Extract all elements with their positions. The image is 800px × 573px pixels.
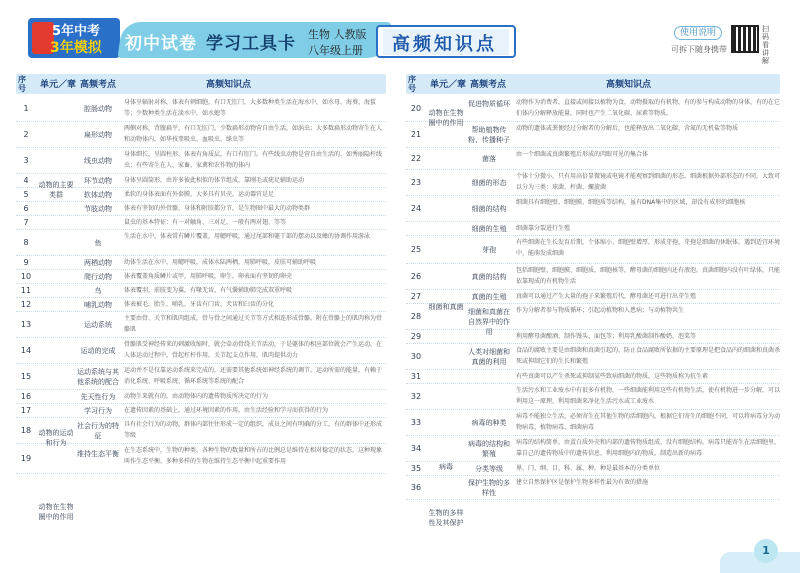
row-knowledge: 身体呈辐射对称，体表有刺细胞，有口无肛门，大多数种类生活在海水中，如水母、海葵、海蜇等；少数种类生活在淡水中，如水螅等 (124, 99, 377, 117)
row-point: 分类等级 (475, 465, 503, 473)
row-number: 6 (23, 204, 29, 213)
row-knowledge: 动物作为消费者，直接或间接以植物为食，动物摄取的有机物，有的参与构成动物的身体，有的在它们体内分解释放能量，同时也产生二氧化碳、尿素等物质。 (516, 99, 780, 117)
row-number: 19 (20, 454, 32, 463)
table-row (16, 202, 386, 216)
table-row (16, 312, 386, 338)
title-card: 学习工具卡 (206, 34, 296, 54)
table-row (406, 264, 780, 290)
row-number: 12 (20, 300, 32, 309)
row-number: 31 (410, 372, 422, 381)
qr-note: 扫码看讲解 (762, 25, 769, 65)
headline-text: 高频知识点 (392, 34, 497, 55)
row-number: 17 (20, 406, 32, 415)
right-header (406, 74, 780, 92)
table-row (16, 148, 386, 174)
row-knowledge: 柔软的身体表面有外套膜，大多具有贝壳，运动器官是足 (124, 191, 275, 198)
brand-logo (28, 18, 120, 58)
row-knowledge: 鼠虫的基本特征：有一对触角、三对足，一般有两对翅，等等 (124, 219, 287, 226)
row-number: 28 (410, 312, 422, 321)
table-row (16, 270, 386, 284)
row-knowledge: 有些真菌可以产生杀死或抑制某些致病细菌的物质，这些物质称为抗生素 (516, 373, 709, 380)
row-number: 33 (410, 418, 422, 427)
usage-guide-tag[interactable]: 使用说明 (674, 26, 722, 40)
col-unit: 单元／章 (40, 80, 77, 90)
row-number: 21 (410, 130, 422, 139)
row-point: 扁形动物 (84, 131, 112, 139)
unit-group-label: 动物的主要类群 (38, 181, 74, 199)
row-point: 节肢动物 (84, 205, 112, 213)
grade-label: 八年级上册 (308, 44, 363, 57)
row-number: 18 (20, 426, 32, 435)
row-knowledge: 身体细长，呈圆柱形，体表有角质层，有口有肛门。有些线虫动物是营自由生活的，如秀丽隐杆线虫；有些寄生在人、家畜、家禽和农作物的体内 (124, 151, 383, 169)
row-number: 4 (23, 176, 29, 185)
table-row (406, 476, 780, 500)
row-point: 病毒的结构和繁殖 (468, 440, 510, 458)
row-knowledge: 真菌可以通过产生大量的孢子来繁殖后代，酵母菌还可进行出芽生殖 (516, 293, 697, 300)
row-knowledge: 运动并不是仅靠运动系统来完成的，还需要其他系统如神经系统的调节。运动所需的能量，有赖于消化系统、呼吸系统、循环系统等系统的配合 (124, 367, 383, 385)
table-row (406, 436, 780, 462)
row-knowledge: 细菌具有细胞壁、细胞膜、细胞质等结构，虽有DNA集中的区域，却没有成形的细胞核 (516, 199, 746, 206)
row-number: 13 (20, 320, 32, 329)
row-point: 环节动物 (84, 177, 112, 185)
usage-guide-subtext: 可拆下随身携带 (671, 45, 727, 54)
row-knowledge: 个体十分微小，只有用高倍显微镜或电镜才能观察到细菌的形态。细菌根据外部形态的不同，大致可以分为三类：球菌、杆菌、螺旋菌 (516, 173, 780, 191)
row-knowledge: 骨骼肌受神经传来的刺激收缩时，就会牵动骨绕关节活动，于是躯体的相应部位就会产生运动。在人体运动过程中，骨起杠杆作用，关节起支点作用，肌肉提供动力 (124, 341, 383, 359)
row-point: 线虫动物 (84, 157, 112, 165)
table-row (16, 284, 386, 298)
row-number: 22 (410, 154, 422, 163)
row-knowledge: 体表覆盖角质鳞片或甲，用肺呼吸，卵生，卵表面有坚韧的卵壳 (124, 273, 293, 280)
row-knowledge: 动物生来就有的，由动物体内的遗传物质所决定的行为 (124, 393, 269, 400)
row-knowledge: 具有社会行为的动物，群体内部往往形成一定的组织，成员之间有明确的分工，有的群体中还形成等级 (124, 421, 383, 439)
row-knowledge: 主要由骨、关节和肌肉组成。骨与骨之间通过关节等方式相连形成骨骼。附在骨骼上的肌肉称为骨骼肌 (124, 315, 383, 333)
row-knowledge: 界、门、纲、目、科、属、种，种是最基本的分类单位 (516, 465, 661, 472)
row-knowledge: 有些细菌在生长发育后期，个体缩小、细胞壁增厚，形成芽孢，芽孢是细菌的休眠体，遇到适宜环境中，能萌发成细菌 (516, 239, 780, 257)
row-point: 芽孢 (482, 246, 496, 254)
row-point: 维持生态平衡 (77, 450, 119, 458)
unit-group-label: 细菌和真菌 (428, 303, 464, 311)
table-row (406, 148, 780, 170)
logo-line2: 3年模拟 (50, 40, 102, 56)
row-point: 鸟 (94, 287, 102, 295)
table-row (406, 410, 780, 436)
unit-group-label: 动物的运动和行为 (38, 429, 74, 447)
header-banner (0, 0, 800, 66)
row-knowledge: 两侧对称，背腹扁平，有口无肛门，少数扁形动物营自由生活，如涡虫；大多数扁形动物寄生在人和动物体内，如华枝睾吸虫、血吸虫、绦虫等 (124, 125, 383, 143)
row-point: 腔肠动物 (84, 105, 112, 113)
row-number: 1 (23, 104, 29, 113)
subject-edition: 生物 人教版 (308, 28, 367, 41)
table-row (406, 384, 780, 410)
row-number: 11 (20, 286, 32, 295)
row-number: 8 (23, 238, 29, 247)
table-row (16, 298, 386, 312)
col-num: 序号 (408, 75, 416, 93)
table-row (16, 444, 386, 474)
qr-code-icon[interactable] (731, 25, 759, 53)
table-row (406, 222, 780, 236)
row-knowledge: 身体呈圆筒形，由许多彼此相似的体节组成，靠刚毛或疣足辅助运动 (124, 177, 305, 184)
row-point: 运动系统与其他系统的配合 (77, 368, 119, 386)
row-knowledge: 由一个细菌或真菌繁殖后形成的肉眼可见的集合体 (516, 151, 649, 158)
row-knowledge: 包括细胞壁、细胞膜、细胞质、细胞核等，酵母菌的细胞内还有液泡。真菌细胞内没有叶绿体，只能依靠现成的有机物生活 (516, 267, 780, 285)
row-knowledge: 体表有坚韧的外骨骼，身体和附肢都分节，是生物圈中最大的动物类群 (124, 205, 311, 212)
row-knowledge: 病毒不能独立生活，必须寄生在其他生物的活细胞内，根据它们寄生的细胞不同，可以将病毒分为动物病毒、植物病毒、细菌病毒 (516, 413, 780, 431)
row-point: 细菌的生殖 (471, 225, 507, 233)
row-knowledge: 病毒的结构简单，由蛋白质外壳和内部的遗传物质组成，没有细胞结构。病毒只能寄生在活细胞里，靠自己的遗传物质中的遗传信息，利用细胞内的物质，制造出新的病毒 (516, 439, 780, 457)
row-point: 细菌和真菌在自然界中的作用 (468, 308, 510, 336)
row-point: 真菌的生殖 (471, 293, 507, 301)
row-knowledge: 幼体生活在水中，用鳃呼吸，成体水陆两栖，用肺呼吸，皮肤可辅助呼吸 (124, 259, 317, 266)
row-number: 3 (23, 156, 29, 165)
col-point: 高频考点 (80, 80, 117, 90)
row-number: 7 (23, 218, 29, 227)
table-row (16, 230, 386, 256)
row-number: 29 (410, 332, 422, 341)
table-row (406, 196, 780, 222)
table-row (406, 330, 780, 344)
table-row (16, 256, 386, 270)
row-knowledge: 利用酵母菌酿酒、制作馒头、面包等；利用乳酸菌制作酸奶、泡菜等 (516, 333, 697, 340)
col-unit: 单元／章 (430, 80, 467, 90)
row-point: 运动系统 (84, 321, 112, 329)
table-row (16, 404, 386, 418)
row-number: 10 (20, 272, 32, 281)
row-number: 23 (410, 178, 422, 187)
row-knowledge: 在遗传因素的基础上，通过环境因素的作用，由生活经验和学习而获得的行为 (124, 407, 329, 414)
row-number: 35 (410, 464, 422, 473)
row-number: 20 (410, 104, 422, 113)
table-row (406, 170, 780, 196)
row-point: 保护生物的多样性 (468, 479, 510, 497)
col-knowledge: 高频知识点 (606, 80, 652, 90)
table-row (406, 370, 780, 384)
row-point: 两栖动物 (84, 259, 112, 267)
table-row (16, 338, 386, 364)
table-row (16, 122, 386, 148)
page-number: 1 (754, 539, 778, 563)
row-point: 人类对细菌和真菌的利用 (468, 348, 510, 366)
table-row (16, 216, 386, 230)
row-number: 15 (20, 372, 32, 381)
row-knowledge: 动物的遗体或粪便经过分解者的分解后，也能释放出二氧化碳、含氮的无机盐等物质 (516, 125, 739, 132)
col-point: 高频考点 (470, 80, 507, 90)
row-point: 细菌的形态 (471, 179, 507, 187)
row-number: 27 (410, 292, 422, 301)
row-knowledge: 体表被毛，胎生、哺乳，牙齿有门齿、犬齿和臼齿的分化 (124, 301, 275, 308)
row-number: 5 (23, 190, 29, 199)
row-point: 鱼 (94, 239, 102, 247)
row-point: 菌落 (482, 155, 496, 163)
col-knowledge: 高频知识点 (206, 80, 252, 90)
row-knowledge: 建立自然保护区是保护生物多样性最为有效的措施 (516, 479, 649, 486)
table-row (406, 344, 780, 370)
row-number: 16 (20, 392, 32, 401)
row-number: 34 (410, 444, 422, 453)
unit-group-label: 动物在生物圈中的作用 (38, 503, 74, 521)
row-knowledge: 生活在水中，体表常有鳞片覆盖，用鳃呼吸，通过尾部和躯干部的摆动以及鳍的协调作用游泳 (124, 233, 371, 240)
row-point: 促进物质循环 (468, 100, 510, 108)
col-num: 序号 (18, 75, 26, 93)
row-knowledge: 食品的腐败主要是由细菌和真菌引起的，防止食品腐败所依据的主要原理是把食品内的细菌和真菌杀死或抑制它们的生长和繁殖 (516, 347, 780, 365)
row-point: 爬行动物 (84, 273, 112, 281)
row-point: 运动的完成 (80, 347, 116, 355)
row-number: 2 (23, 130, 29, 139)
row-number: 14 (20, 346, 32, 355)
row-point: 病毒的种类 (471, 419, 507, 427)
row-knowledge: 体表覆羽，前肢变为翼，有喙无齿，有气囊辅助肺完成双重呼吸 (124, 287, 293, 294)
row-point: 先天性行为 (80, 393, 116, 401)
row-number: 25 (410, 245, 422, 254)
row-number: 32 (410, 392, 422, 401)
row-point: 哺乳动物 (84, 301, 112, 309)
row-number: 24 (410, 204, 422, 213)
row-knowledge: 在生态系统中，生物的种类、各种生物的数量和所占的比例总是维持在相对稳定的状态，这种现象叫作生态平衡。多种多样的生物在维持生态平衡中起重要作用 (124, 447, 383, 465)
table-row (16, 390, 386, 404)
table-row (16, 96, 386, 122)
row-point: 社会行为的特征 (77, 422, 119, 440)
row-point: 软体动物 (84, 191, 112, 199)
title-main: 初中试卷 (125, 34, 197, 54)
row-point: 学习行为 (84, 407, 112, 415)
logo-line1: 5年中考 (52, 24, 101, 39)
row-knowledge: 细菌靠分裂进行生殖 (516, 225, 571, 232)
row-knowledge: 作为分解者参与物质循环；引起动植物和人患病；与动植物共生 (516, 307, 685, 314)
row-point: 真菌的结构 (471, 273, 507, 281)
row-point: 细菌的结构 (471, 205, 507, 213)
row-number: 9 (23, 258, 29, 267)
row-point: 帮助植物传粉、传播种子 (468, 126, 510, 144)
row-knowledge: 生活污水和工业废水中有很多有机物，一些细菌能利用这些有机物生活，使有机物进一步分解，可以利用这一原理，利用细菌来净化生活污水或工业废水 (516, 387, 780, 405)
unit-group-label: 生物的多样性及其保护 (428, 509, 464, 527)
table-row (406, 236, 780, 264)
unit-group-label: 动物在生物圈中的作用 (428, 109, 464, 127)
left-header (16, 74, 386, 92)
row-number: 26 (410, 272, 422, 281)
row-number: 36 (410, 483, 422, 492)
table-row (16, 364, 386, 390)
row-number: 30 (410, 352, 422, 361)
unit-group-label: 病毒 (439, 463, 453, 471)
